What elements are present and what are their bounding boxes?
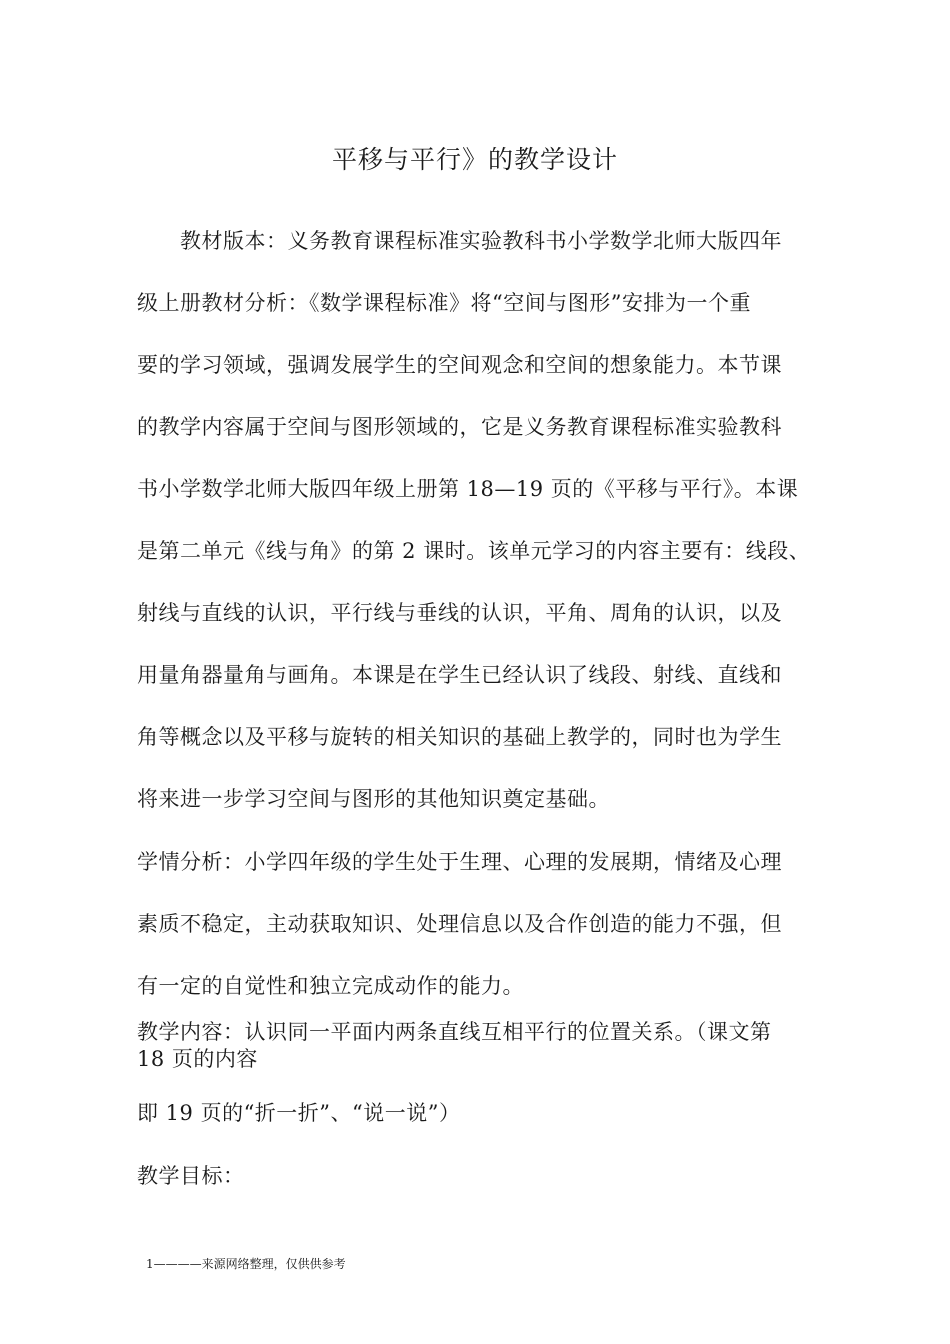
paragraph-line: 书小学数学北师大版四年级上册第 18—19 页的《平移与平行》。本课	[137, 477, 799, 501]
paragraph-line: 素质不稳定，主动获取知识、处理信息以及合作创造的能力不强，但	[137, 912, 782, 936]
paragraph-line: 教学内容：认识同一平面内两条直线互相平行的位置关系。（课文第	[137, 1020, 772, 1044]
document-title: 平移与平行》的教学设计	[331, 145, 618, 174]
paragraph-line: 级上册教材分析：《数学课程标准》将“空间与图形”安排为一个重	[137, 291, 751, 315]
paragraph-line: 将来进一步学习空间与图形的其他知识奠定基础。	[137, 787, 610, 811]
paragraph-line: 教材版本：义务教育课程标准实验教科书小学数学北师大版四年	[180, 229, 782, 253]
paragraph-line: 角等概念以及平移与旋转的相关知识的基础上教学的，同时也为学生	[137, 725, 782, 749]
paragraph-line: 学情分析：小学四年级的学生处于生理、心理的发展期，情绪及心理	[137, 850, 782, 874]
paragraph-line: 的教学内容属于空间与图形领域的，它是义务教育课程标准实验教科	[137, 415, 782, 439]
paragraph-line: 有一定的自觉性和独立完成动作的能力。	[137, 974, 524, 998]
paragraph-line: 要的学习领域，强调发展学生的空间观念和空间的想象能力。本节课	[137, 353, 782, 377]
page-footer: 1————来源网络整理，仅供供参考	[146, 1257, 346, 1271]
paragraph-line: 射线与直线的认识，平行线与垂线的认识，平角、周角的认识，以及	[137, 601, 782, 625]
section-heading: 教学目标：	[137, 1164, 245, 1188]
paragraph-line: 18 页的内容	[137, 1047, 258, 1071]
paragraph-line: 是第二单元《线与角》的第 2 课时。该单元学习的内容主要有：线段、	[137, 539, 811, 563]
paragraph-line: 即 19 页的“折一折”、“说一说”）	[137, 1101, 461, 1125]
paragraph-line: 用量角器量角与画角。本课是在学生已经认识了线段、射线、直线和	[137, 663, 782, 687]
